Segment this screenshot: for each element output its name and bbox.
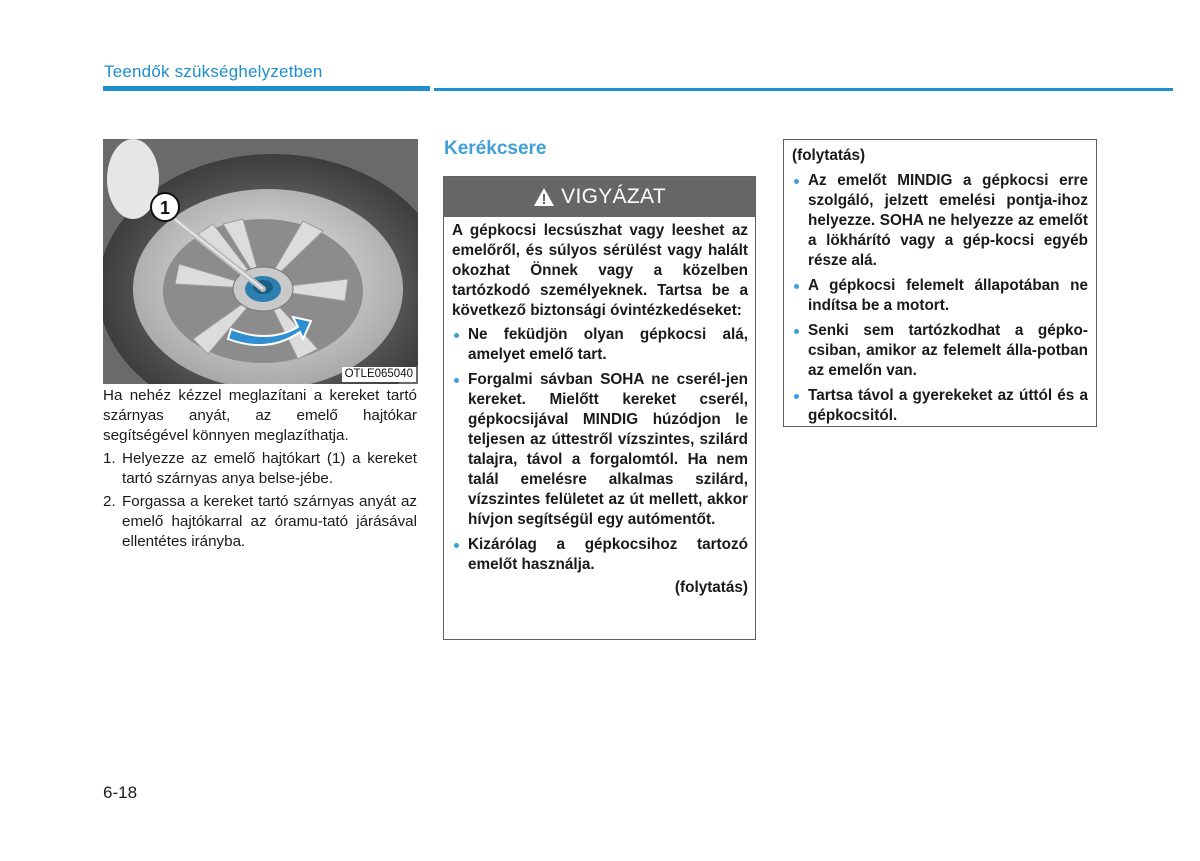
header-rule-left	[103, 86, 430, 91]
warning-bullets	[452, 325, 748, 575]
step-number: 1.	[103, 450, 116, 467]
warning-intro: A gépkocsi lecsúszhat vagy leeshet az emelőről, és súlyos sérülést vagy halált okozhat Önnek vagy a közelben tartózkodó személyeknek. Tartsa be a következő biztonsági óvintézkedéseket:	[452, 222, 748, 319]
header-rule-right	[434, 88, 1173, 91]
continuation-bullets	[792, 171, 1088, 426]
step-text: Forgassa a kereket tartó szárnyas anyát az emelő hajtókarral az óramu-tató járásával ellentétes irányba.	[122, 493, 417, 550]
step-list	[103, 449, 417, 552]
section-title: Kerékcsere	[444, 138, 547, 159]
step-item	[103, 492, 417, 552]
continuation-bullet: Az emelőt MINDIG a gépkocsi erre szolgáló, jelzett emelési pontja-ihoz helyezze. SOHA ne helyezze az emelőt a lökhárító vagy a gép-kocsi egyéb része alá.	[792, 171, 1088, 271]
step-item	[103, 449, 417, 489]
continuation-bullet: Senki sem tartózkodhat a gépko-csiban, amikor az felemelt álla-potban az emelőn van.	[792, 321, 1088, 381]
figure-code: OTLE065040	[342, 367, 416, 382]
wheel-nut-instructions	[103, 386, 417, 555]
continuation-box	[783, 139, 1097, 427]
warning-body	[444, 217, 755, 598]
warning-bullet: Kizárólag a gépkocsihoz tartozó emelőt használja.	[452, 535, 748, 575]
intro-paragraph: Ha nehéz kézzel meglazítani a kereket tartó szárnyas anyát, az emelő hajtókar segítségével könnyen meglazíthatja.	[103, 387, 417, 444]
warning-triangle-icon	[533, 187, 555, 207]
warning-bullet: Ne feküdjön olyan gépkocsi alá, amelyet emelő tart.	[452, 325, 748, 365]
page-header-title: Teendők szükséghelyzetben	[104, 62, 323, 81]
continuation-bullet: A gépkocsi felemelt állapotában ne indítsa be a motort.	[792, 276, 1088, 316]
warning-header	[444, 177, 755, 217]
warning-bullet: Forgalmi sávban SOHA ne cserél-jen kereket. Mielőtt kereket cserél, gépkocsijával MINDIG húzódjon le teljesen az úttestről vízszintes, szilárd talajra, távol a forgalomtól. Ha nem talál emelésre alkalmas szilárd, vízszintes felületet az út mellett, akkor hívjon segítségül egy autómentőt.	[452, 370, 748, 530]
wheel-nut-figure	[103, 139, 418, 384]
continuation-bullet: Tartsa távol a gyerekeket az úttól és a gépkocsitól.	[792, 386, 1088, 426]
wheel-nut-wrench-illustration	[103, 139, 418, 384]
warning-box	[443, 176, 756, 640]
warning-label: VIGYÁZAT	[561, 185, 666, 208]
continuation-label: (folytatás)	[792, 147, 866, 164]
figure-callout-1: 1	[159, 198, 171, 218]
warning-continued: (folytatás)	[674, 579, 748, 596]
step-number: 2.	[103, 493, 116, 510]
step-text: Helyezze az emelő hajtókart (1) a kereket tartó szárnyas anya belse-jébe.	[122, 450, 417, 487]
page-number: 6-18	[103, 783, 138, 802]
